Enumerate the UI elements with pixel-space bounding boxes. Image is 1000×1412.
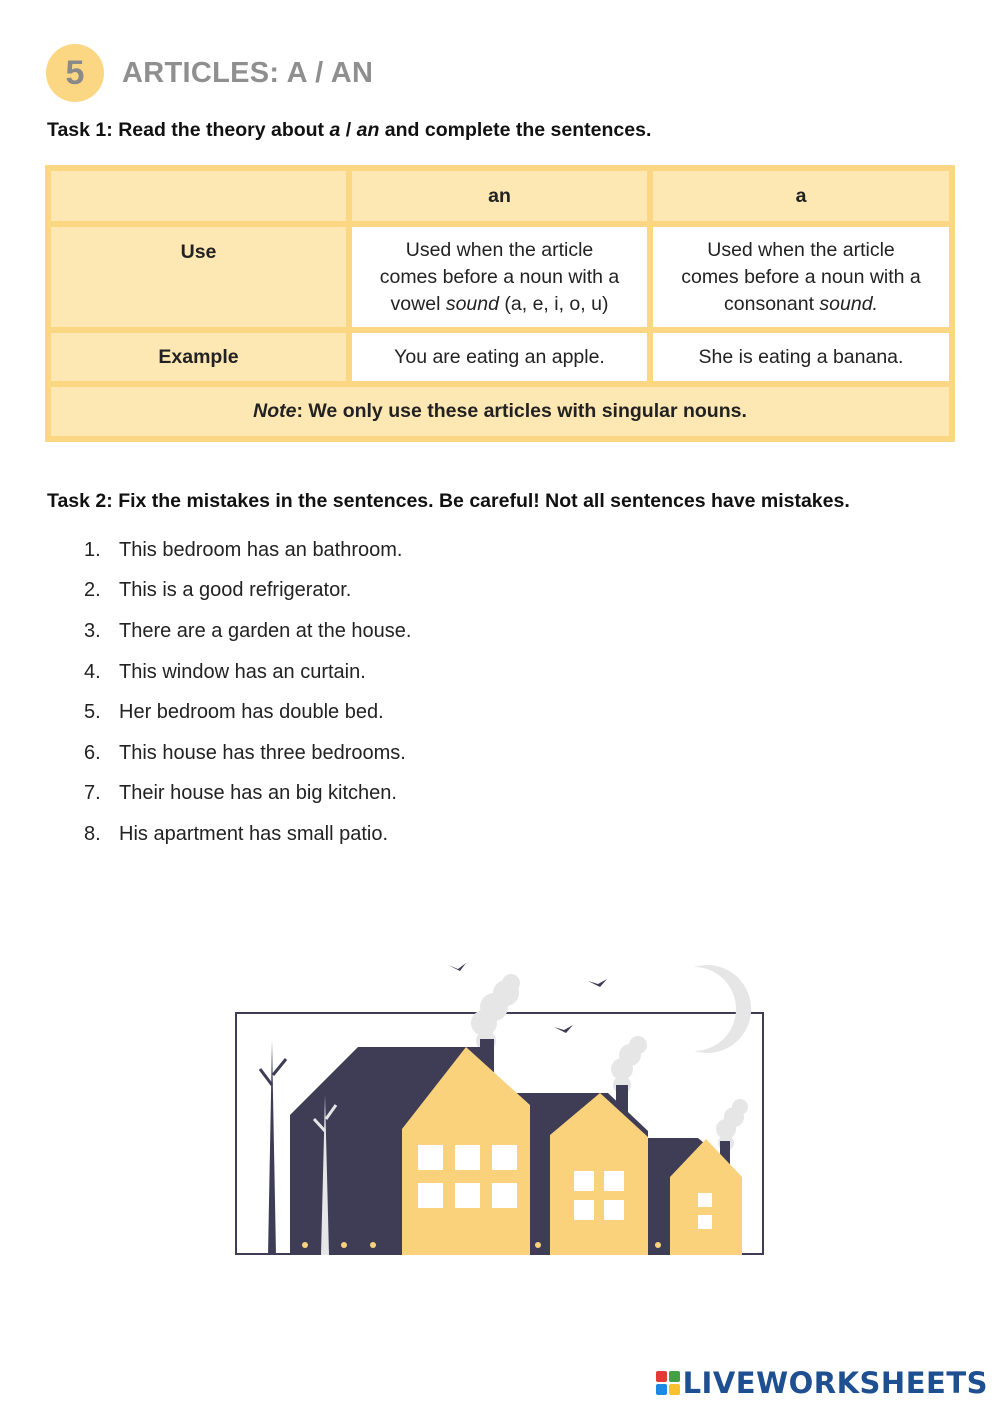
houses-illustration (228, 955, 773, 1265)
page-title: ARTICLES: A / AN (122, 56, 374, 89)
task2-instruction: Task 2: Fix the mistakes in the sentences. Be careful! Not all sentences have mistakes. (47, 490, 850, 512)
row-label-example: Example (51, 333, 346, 381)
use-an-cell: Used when the article comes before a noun with a vowel sound (a, e, i, o, u) (352, 227, 647, 327)
section-header (46, 44, 373, 102)
list-item: 8. His apartment has small patio. (84, 822, 389, 845)
list-item: 5. Her bedroom has double bed. (84, 701, 384, 724)
bird-icon (448, 963, 466, 971)
note-cell: Note: We only use these articles with singular nouns. (51, 387, 949, 436)
bird-icon (588, 979, 607, 987)
row-label-use: Use (51, 227, 346, 327)
example-a-cell: She is eating a banana. (653, 333, 949, 381)
brand-logo-icon (656, 1371, 680, 1395)
list-item: 2. This is a good refrigerator. (84, 579, 352, 602)
task1-instruction: Task 1: Read the theory about a / an and complete the sentences. (47, 119, 652, 141)
list-item: 3. There are a garden at the house. (84, 619, 412, 642)
use-a-cell: Used when the article comes before a noun with a consonant sound. (653, 227, 949, 327)
brand-name: LIVEWORKSHEETS (682, 1366, 988, 1400)
table-corner-cell (51, 171, 346, 221)
task1-label: Task 1: (47, 119, 113, 141)
header-a: a (653, 171, 949, 221)
list-item: 6. This house has three bedrooms. (84, 741, 406, 764)
list-item: 1. This bedroom has an bathroom. (84, 538, 403, 561)
list-item: 4. This window has an curtain. (84, 660, 366, 683)
task2-label: Task 2: (47, 490, 113, 512)
theory-table (45, 165, 955, 442)
example-an-cell: You are eating an apple. (352, 333, 647, 381)
list-item: 7. Their house has an big kitchen. (84, 782, 397, 805)
liveworksheets-logo (656, 1366, 988, 1400)
section-number-badge: 5 (46, 44, 104, 102)
sentence-list (84, 530, 411, 855)
header-an: an (352, 171, 647, 221)
